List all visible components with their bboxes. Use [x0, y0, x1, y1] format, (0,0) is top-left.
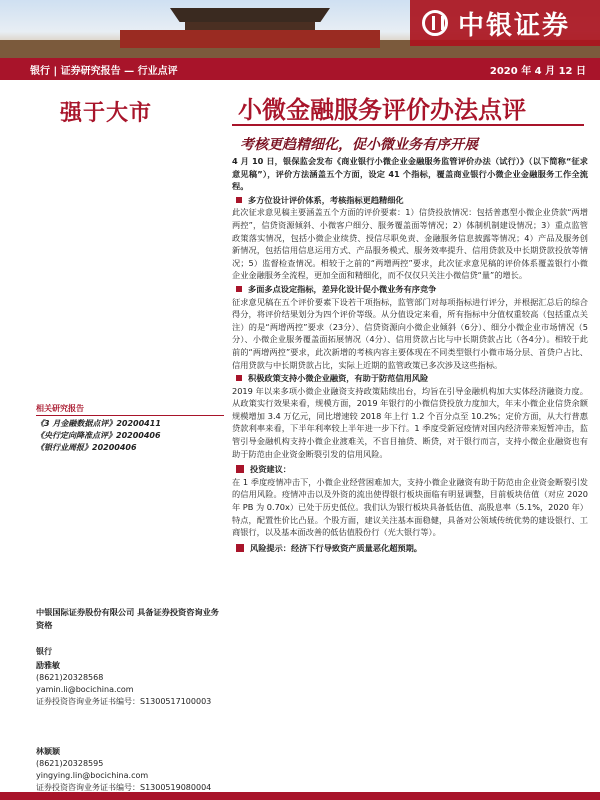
related-report-link[interactable]: 《银行业周报》20200406: [36, 443, 137, 452]
header-banner: [0, 0, 600, 58]
section-heading-text: 多面多点设定指标，差异化设计促小微业务有序竞争: [248, 283, 437, 294]
section-heading: [232, 542, 588, 555]
bullet-square-icon: [236, 375, 242, 381]
section-body: 征求意见稿在五个评价要素下设若干项指标，监管部门对每项指标进行评分，并根据汇总后的综合得分，将评价结果划分为四个评价等级。从分值设定来看，所有指标中分值权重较高（包括重点关注）的是“两增两控”要求（23分）、信贷资源向小微企业倾斜（6分）、细分小微企业市场情况（5分）、小微企业服务覆盖面拓展情况（4分）、信用贷款占比与中长期贷款占比（各4分）。相较于此前的“两增两控”要求，此次新增的考核内容主要体现在不同类型银行小微市场分层、首贷户占比、信用贷款与中长期贷款占比，实际上近期的监管政策已多次涉及这些指标。: [232, 296, 588, 370]
section-heading-text: 多方位设计评价体系，考核指标更趋精细化: [248, 194, 404, 205]
sector-label: 银行: [36, 647, 52, 656]
page-subtitle: 考核更趋精细化，促小微业务有序开展: [240, 137, 478, 153]
title-divider: [232, 124, 584, 126]
section-heading: [232, 194, 588, 207]
main-body: [232, 155, 588, 554]
section-heading-text: 投资建议：: [250, 464, 291, 475]
section-heading: [232, 283, 588, 296]
bank-logo-icon: [422, 10, 448, 36]
section-heading: [232, 463, 588, 476]
report-date: 2020 年 4 月 12 日: [489, 65, 586, 77]
banner-building: [120, 30, 380, 48]
rating-label: 强于大市: [60, 101, 153, 126]
related-divider: [36, 415, 224, 416]
analyst-name: 励雅敏: [36, 661, 60, 670]
analyst-card: [36, 660, 226, 708]
related-report-link[interactable]: 《央行定向降准点评》20200406: [36, 431, 161, 440]
analyst-email[interactable]: yamin.li@bocichina.com: [36, 685, 134, 694]
analyst-email[interactable]: yingying.lin@bocichina.com: [36, 771, 149, 780]
section-body: 此次征求意见稿主要涵盖五个方面的评价要素：1）信贷投放情况：包括普惠型小微企业贷款“两增两控”，信贷资源倾斜、小微客户细分、服务覆盖面等情况；2）体制机制建设情况；3）重点监管政策落实情况，包括小微企业续贷、授信尽职免责、金融服务信息披露等情况；4）产品及服务创新情况，包括信用信息运用方式、产品服务模式、服务效率提升、信用贷款及中长期贷款投放等情况；5）监督检查情况。相较于之前的“两增两控”要求，此次征求意见稿的评价体系覆盖银行小微企业金融服务全流程，更加全面和精细化，而不仅仅只关注小微信贷“量”的增长。: [232, 207, 588, 281]
section-heading-text: 积极政策支持小微企业融资，有助于防范信用风险: [248, 373, 429, 384]
section-body: 2019 年以来多项小微企业融资支持政策陆续出台，均旨在引导金融机构加大实体经济融资力度。从政策实行效果来看，规模方面，2019 年银行的小微信贷投放力度加大，年末小微企业信贷余额规模增加 3.4 万亿元，同比增速较 2018 年上行 1.2 个百分点至 10.2%；定价方面，从大行普惠贷款利率来看，下半年利率较上半年进一步下行。1 季度受新冠疫情对国内经济带来短暂冲击，监管引导金融机构支持小微企业渡难关，不盲目抽贷、断贷，对于银行而言，支持小微企业融资也有助于防范由企业资金断裂引发的信用风险。: [232, 385, 588, 459]
section-heading-text: 风险提示：经济下行导致资产质量恶化超预期。: [250, 542, 422, 553]
footer-bar: [0, 792, 600, 800]
analyst-phone: (8621)20328595: [36, 759, 104, 768]
report-tag: 银行 | 证券研究报告 — 行业点评: [30, 65, 178, 77]
analyst-name: 林颖颖: [36, 747, 60, 756]
analyst-cert: 证券投资咨询业务证书编号：S1300517100003: [36, 697, 212, 706]
analyst-phone: (8621)20328568: [36, 673, 104, 682]
related-report-link[interactable]: 《3 月金融数据点评》20200411: [36, 419, 161, 428]
section-heading: [232, 372, 588, 385]
section-body: 在 1 季度疫情冲击下，小微企业经营困难加大，支持小微企业融资有助于防范由企业资金断裂引发的信用风险。疫情冲击以及外资的流出使得银行板块面临有明显调整，目前板块估值（对应 2020 年 PB 为 0.70x）已处于历史低位。我们认为银行板块具备低估值、高股息率（5.1%，2020 年）特点，配置性价比凸显。个股方面，建议关注基本面稳健，具备对公领域传统优势的建设银行、工商银行，以及基本面改善的低估值股份行（光大银行等）。: [232, 476, 588, 538]
related-reports-title: 相关研究报告: [36, 404, 84, 413]
company-info: 中银国际证券股份有限公司 具备证券投资咨询业务资格: [36, 607, 219, 630]
analyst-cert: 证券投资咨询业务证书编号：S1300519080004: [36, 783, 212, 792]
banner-roof: [170, 8, 330, 22]
brand-name: 中银证券: [458, 10, 571, 41]
bullet-square-icon: [236, 286, 242, 292]
related-reports-list: [36, 418, 226, 454]
intro-paragraph: 4 月 10 日，银保监会发布《商业银行小微企业金融服务监管评价办法（试行）》（以下简称“征求意见稿”），评价方法涵盖五个方面，设定 41 个指标，覆盖商业银行小微企业金融服务工作全流程。: [232, 156, 588, 192]
analyst-card: [36, 746, 226, 794]
page-title: 小微金融服务评价办法点评: [238, 96, 526, 124]
report-topbar: [0, 58, 600, 80]
bullet-square-icon: [236, 465, 244, 473]
bullet-square-icon: [236, 544, 244, 552]
brand-logo: [410, 0, 600, 46]
bullet-square-icon: [236, 197, 242, 203]
